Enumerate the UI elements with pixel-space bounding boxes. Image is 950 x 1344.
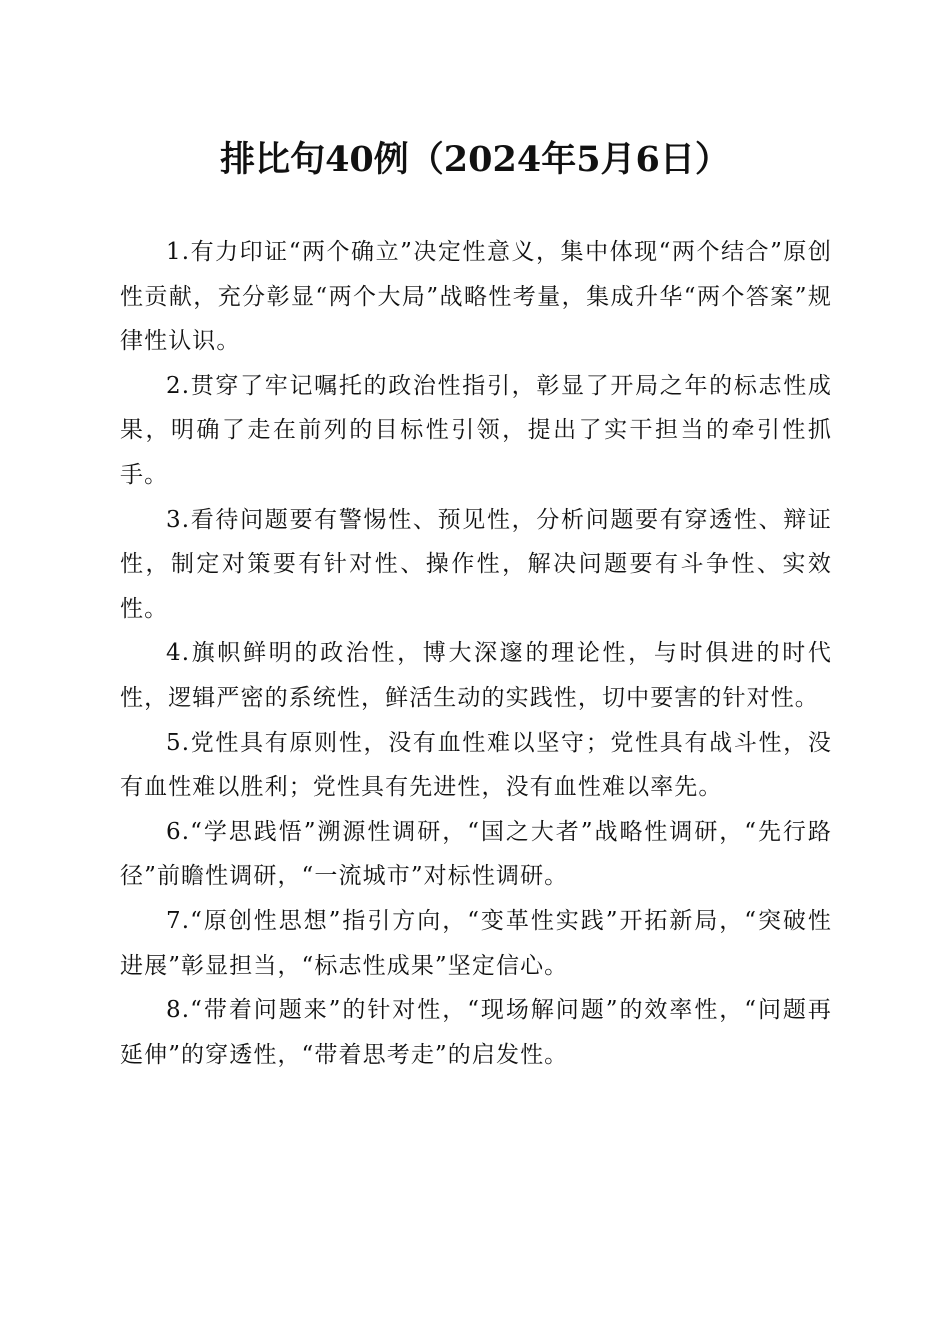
paragraph-5: 5.党性具有原则性，没有血性难以坚守；党性具有战斗性，没有血性难以胜利；党性具有先进性，没有血性难以率先。: [120, 729, 832, 801]
document-title: 排比句40例（2024年5月6日）: [220, 139, 730, 180]
paragraph-2: 2.贯穿了牢记嘱托的政治性指引，彰显了开局之年的标志性成果，明确了走在前列的目标性引领，提出了实干担当的牵引性抓手。: [120, 372, 832, 488]
document-body: [120, 230, 832, 1077]
paragraph-7: 7.“原创性思想”指引方向，“变革性实践”开拓新局，“突破性进展”彰显担当，“标志性成果”坚定信心。: [120, 907, 832, 979]
paragraph-3: 3.看待问题要有警惕性、预见性，分析问题要有穿透性、辩证性，制定对策要有针对性、操作性，解决问题要有斗争性、实效性。: [120, 506, 832, 622]
paragraph-1: 1.有力印证“两个确立”决定性意义，集中体现“两个结合”原创性贡献，充分彰显“两个大局”战略性考量，集成升华“两个答案”规律性认识。: [120, 239, 832, 355]
paragraph-4: 4.旗帜鲜明的政治性，博大深邃的理论性，与时俱进的时代性，逻辑严密的系统性，鲜活生动的实践性，切中要害的针对性。: [120, 640, 832, 711]
paragraph-8: 8.“带着问题来”的针对性，“现场解问题”的效率性，“问题再延伸”的穿透性，“带着思考走”的启发性。: [120, 997, 832, 1068]
paragraph-6: 6.“学思践悟”溯源性调研，“国之大者”战略性调研，“先行路径”前瞻性调研，“一流城市”对标性调研。: [120, 818, 832, 890]
